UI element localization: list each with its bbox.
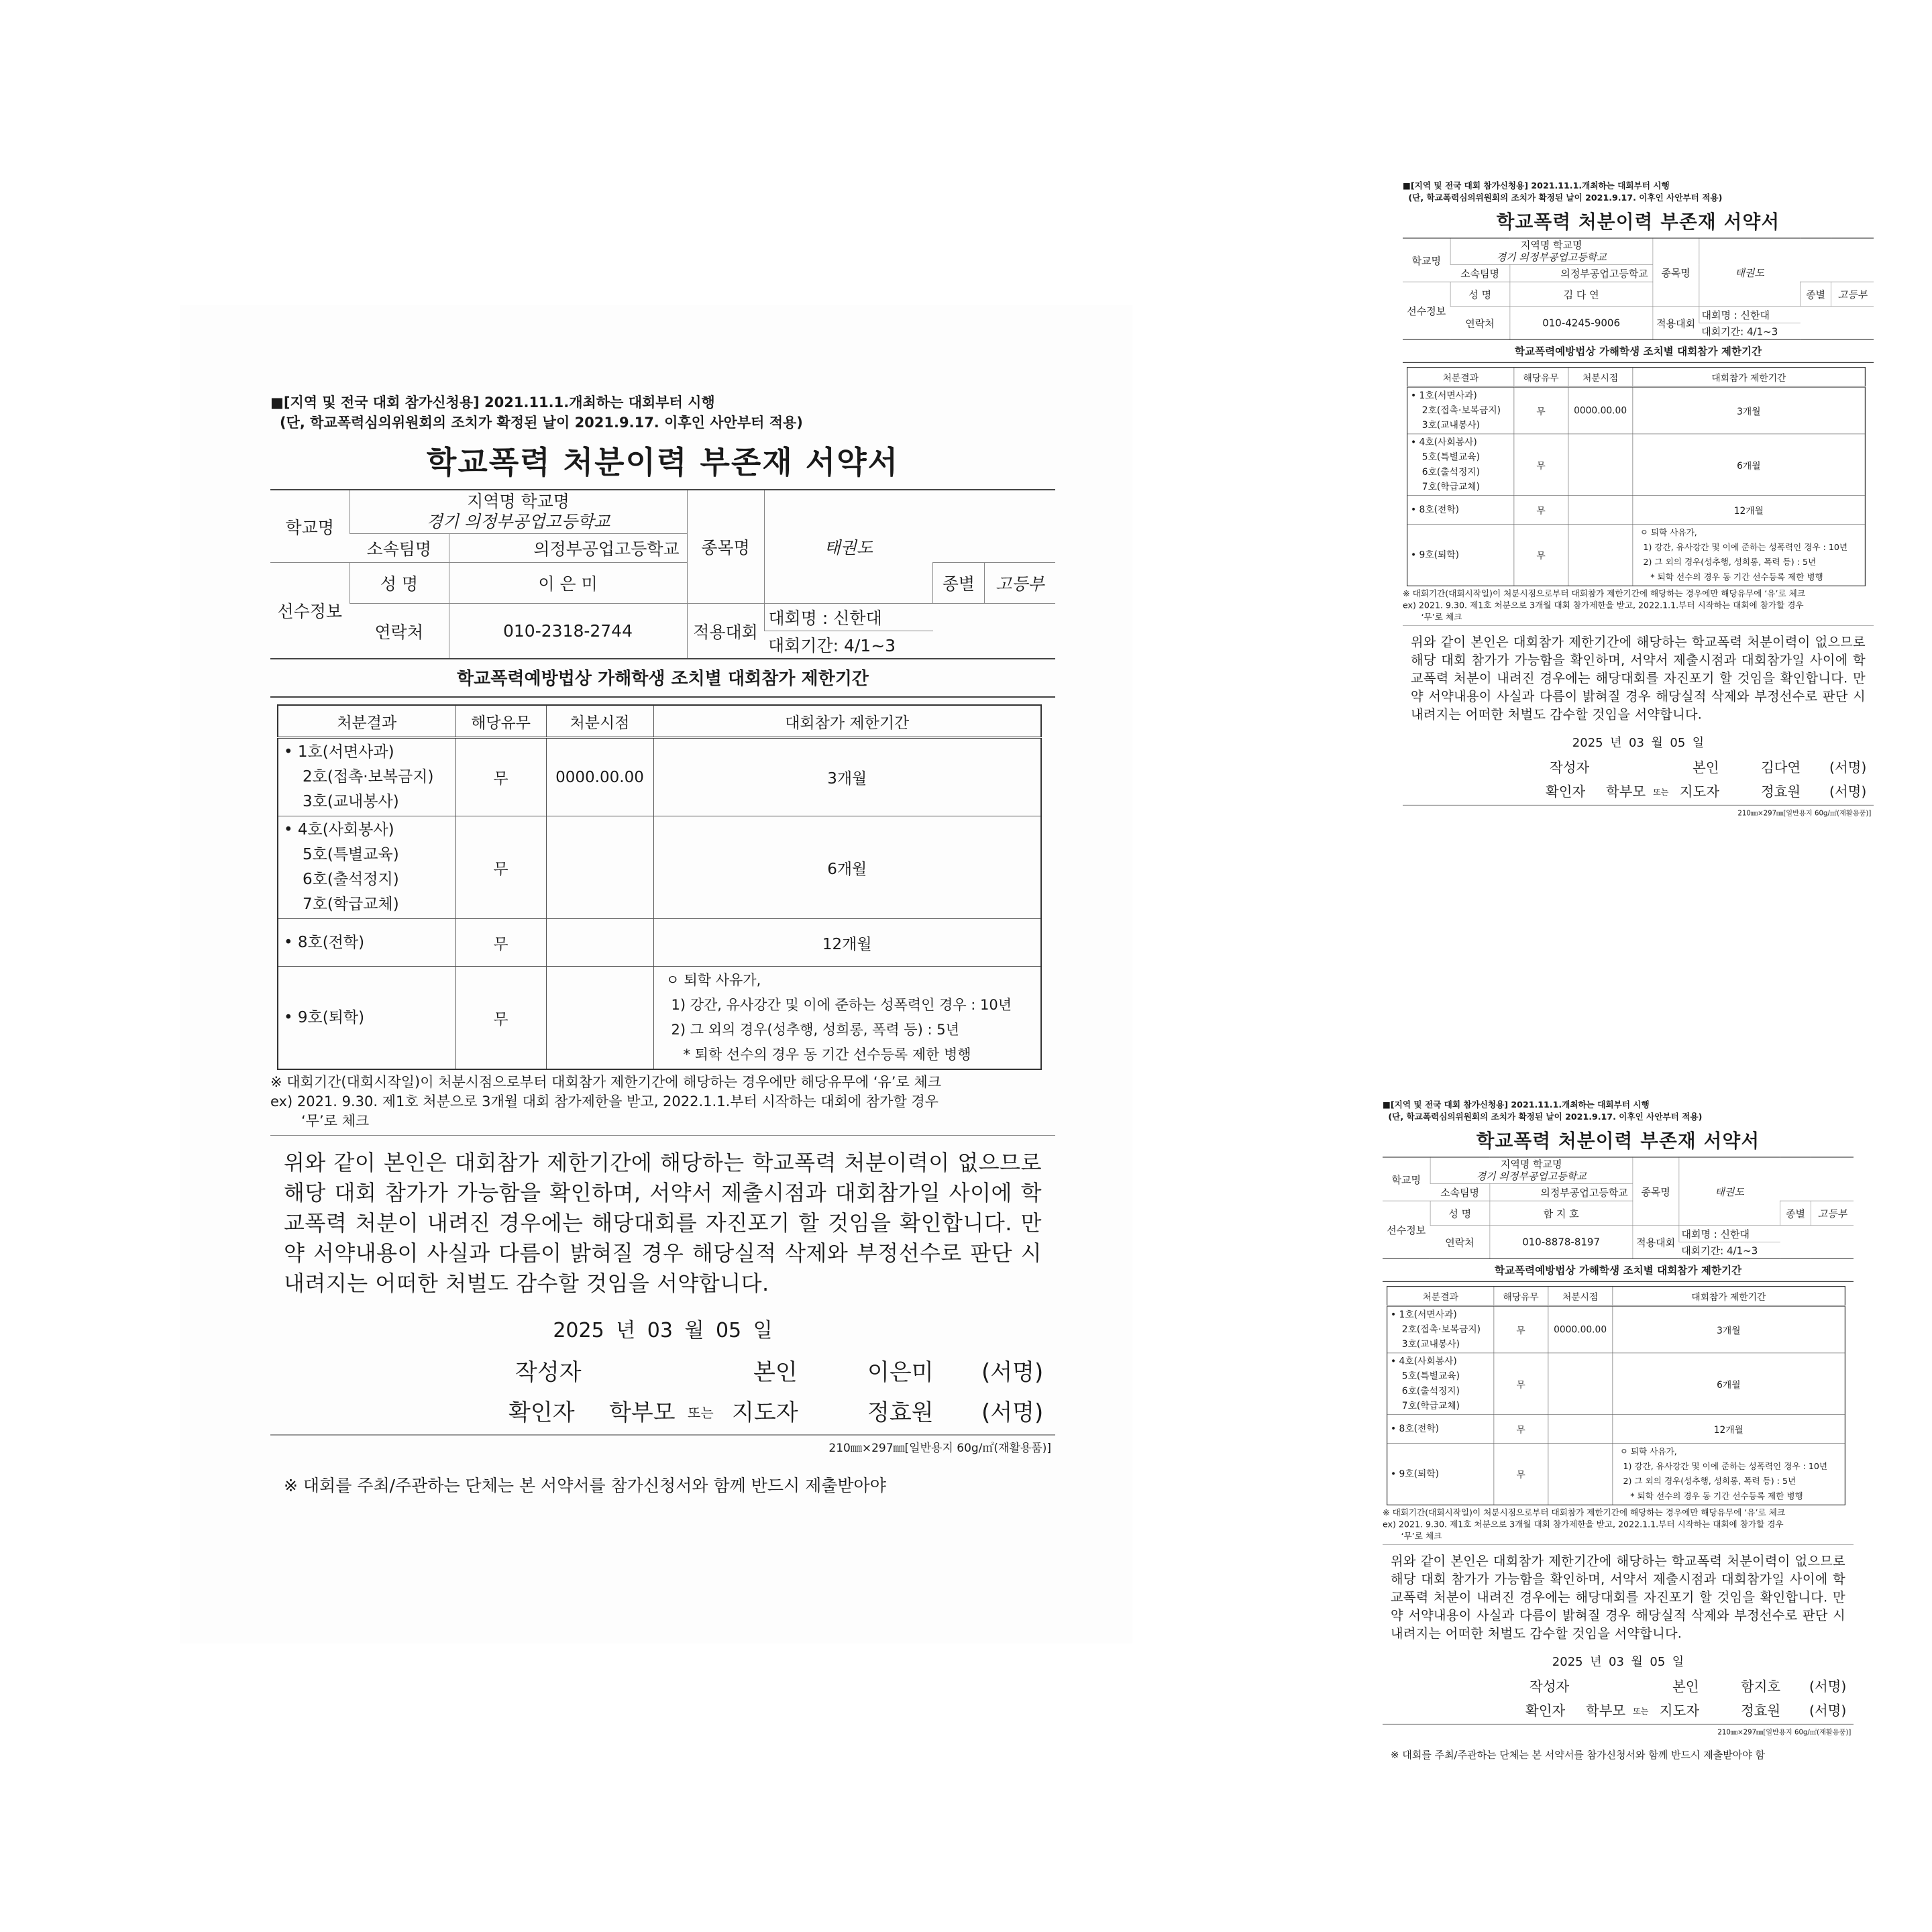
note bbox=[1403, 588, 1874, 625]
note bbox=[1383, 1507, 1854, 1544]
parent-label: 학부모 bbox=[1606, 784, 1646, 800]
coach-label: 지도자 bbox=[732, 1399, 798, 1426]
paper-spec: 210㎜×297㎜[일반용지 60g/㎡(재활용품)] bbox=[1403, 805, 1874, 818]
period-line: 1) 강간, 유사강간 및 이에 준하는 성폭력인 경우 : 10년 bbox=[1623, 1461, 1828, 1471]
period-cell: 12개월 bbox=[1633, 496, 1866, 525]
form-title: 학교폭력 처분이력 부존재 서약서 bbox=[1476, 1130, 1760, 1152]
disposition-line: • 9호(퇴학) bbox=[1387, 1443, 1494, 1505]
info-table bbox=[270, 489, 1055, 659]
period-line: 2) 그 외의 경우(성추행, 성희롱, 폭력 등) : 5년 bbox=[1643, 557, 1817, 568]
disposition-line: 3호(교내봉사) bbox=[1401, 1339, 1460, 1350]
coach-name: 정효원 bbox=[1741, 1703, 1781, 1719]
disposition-line: • 1호(서면사과) bbox=[284, 743, 394, 761]
division-label: 종별 bbox=[933, 563, 984, 604]
disposition-line: 3호(교내봉사) bbox=[303, 793, 399, 810]
disposition-line: • 8호(전학) bbox=[1407, 496, 1514, 525]
info-table bbox=[1383, 1157, 1854, 1258]
period-cell: 6개월 bbox=[1633, 434, 1866, 496]
disposition-line: 2호(접촉·보복금지) bbox=[303, 768, 434, 786]
date-cell bbox=[1548, 1443, 1613, 1505]
event-name: 태권도 bbox=[764, 490, 933, 604]
col-header-period: 대회참가 제한기간 bbox=[653, 705, 1041, 738]
disposition-line: • 8호(전학) bbox=[278, 919, 455, 967]
writer-signature-row bbox=[1403, 754, 1874, 778]
pledge-form bbox=[1403, 180, 1874, 817]
pledge-date: 2025 년 03 월 05 일 bbox=[553, 1319, 773, 1342]
contact-label: 연락처 bbox=[350, 604, 449, 659]
school-name: 경기 의정부공업고등학교 bbox=[426, 512, 610, 531]
division-value: 고등부 bbox=[1831, 282, 1874, 307]
writer-signature-row bbox=[1383, 1673, 1854, 1697]
period-line: * 퇴학 선수의 경우 동 기간 선수등록 제한 병행 bbox=[683, 1046, 971, 1063]
table-row bbox=[1407, 387, 1866, 434]
event-name: 태권도 bbox=[1679, 1157, 1780, 1226]
coach-name: 정효원 bbox=[1761, 784, 1801, 800]
form-title: 학교폭력 처분이력 부존재 서약서 bbox=[1496, 211, 1780, 233]
division-value: 고등부 bbox=[984, 563, 1055, 604]
sign-label: (서명) bbox=[981, 1359, 1044, 1386]
team-label: 소속팀명 bbox=[1430, 1183, 1490, 1201]
col-header-period: 대회참가 제한기간 bbox=[1613, 1287, 1845, 1306]
paper-spec: 210㎜×297㎜[일반용지 60g/㎡(재활용품)] bbox=[270, 1434, 1055, 1455]
confirmer-label: 확인자 bbox=[508, 1399, 575, 1426]
coach-label: 지도자 bbox=[1659, 1703, 1699, 1719]
period-line: * 퇴학 선수의 경우 동 기간 선수등록 제한 병행 bbox=[1630, 1491, 1803, 1501]
date-cell bbox=[546, 967, 653, 1070]
period-line: ㅇ 퇴학 사유가, bbox=[1640, 527, 1697, 537]
disposition-line: 3호(교내봉사) bbox=[1421, 420, 1481, 431]
period-line: * 퇴학 선수의 경우 동 기간 선수등록 제한 병행 bbox=[1650, 572, 1823, 582]
restriction-subtitle: 학교폭력예방법상 가해학생 조치별 대회참가 제한기간 bbox=[1403, 343, 1874, 363]
date-cell bbox=[1568, 524, 1633, 586]
footer-note: ※ 대회를 주최/주관하는 단체는 본 서약서를 참가신청서와 함께 반드시 제출받아야 bbox=[284, 1476, 886, 1495]
contact-label: 연락처 bbox=[1450, 307, 1510, 340]
note bbox=[270, 1073, 1055, 1136]
period-line: 2) 그 외의 경우(성추행, 성희롱, 폭력 등) : 5년 bbox=[671, 1022, 959, 1038]
form-header-line2: (단, 학교폭력심의위원회의 조치가 확정된 날이 2021.9.17. 이후인 사안부터 적용) bbox=[1388, 1112, 1703, 1122]
applicable-cell: 무 bbox=[1494, 1415, 1548, 1444]
col-header-result: 처분결과 bbox=[1387, 1287, 1494, 1306]
competition-name: 대회명 : 신한대 bbox=[764, 604, 933, 631]
table-row bbox=[1387, 1306, 1845, 1353]
document-main bbox=[180, 305, 1132, 1644]
pledge-form bbox=[1383, 1099, 1854, 1762]
name-label: 성 명 bbox=[350, 563, 449, 604]
form-header-line2: (단, 학교폭력심의위원회의 조치가 확정된 날이 2021.9.17. 이후인 사안부터 적용) bbox=[280, 415, 803, 431]
disposition-line: 7호(학급교체) bbox=[1421, 482, 1481, 492]
applicable-cell: 무 bbox=[1514, 434, 1568, 496]
pledge-form bbox=[270, 392, 1055, 1497]
confirmer-signature-row bbox=[1383, 1697, 1854, 1721]
school-label: 학교명 bbox=[1383, 1157, 1430, 1201]
footer-note: ※ 대회를 주최/주관하는 단체는 본 서약서를 참가신청서와 함께 반드시 제출받아야 함 bbox=[1391, 1749, 1765, 1761]
player-name: 이 은 미 bbox=[449, 563, 687, 604]
paper-spec: 210㎜×297㎜[일반용지 60g/㎡(재활용품)] bbox=[1383, 1724, 1854, 1737]
period-cell: 6개월 bbox=[653, 816, 1041, 919]
note-line: ex) 2021. 9.30. 제1호 처분으로 3개월 대회 참가제한을 받고, 2022.1.1.부터 시작하는 대회에 참가할 경우 bbox=[1383, 1519, 1784, 1529]
table-row bbox=[1407, 496, 1866, 525]
confirmer-label: 확인자 bbox=[1546, 784, 1586, 800]
writer-name: 이은미 bbox=[867, 1359, 934, 1386]
disposition-line: • 9호(퇴학) bbox=[1407, 524, 1514, 586]
competition-name: 대회명 : 신한대 bbox=[1679, 1226, 1780, 1242]
period-line: ㅇ 퇴학 사유가, bbox=[665, 972, 761, 988]
restriction-table bbox=[277, 704, 1042, 1070]
date-cell: 0000.00.00 bbox=[1568, 387, 1633, 434]
date-cell bbox=[546, 816, 653, 919]
date-cell bbox=[1548, 1415, 1613, 1444]
pledge-date: 2025 년 03 월 05 일 bbox=[1552, 1654, 1684, 1669]
applicable-cell: 무 bbox=[1494, 1306, 1548, 1353]
team-name: 의정부공업고등학교 bbox=[1510, 264, 1699, 282]
parent-label: 학부모 bbox=[1586, 1703, 1626, 1719]
date-cell bbox=[1548, 1353, 1613, 1415]
writer-signature-row bbox=[270, 1350, 1055, 1390]
player-phone: 010-8878-8197 bbox=[1490, 1226, 1633, 1259]
col-header-applicable: 해당유무 bbox=[455, 705, 546, 738]
disposition-line: 2호(접촉·보복금지) bbox=[1421, 405, 1501, 416]
period-line: 2) 그 외의 경우(성추행, 성희롱, 폭력 등) : 5년 bbox=[1623, 1476, 1796, 1487]
disposition-line: 7호(학급교체) bbox=[1401, 1401, 1460, 1411]
period-cell: 6개월 bbox=[1613, 1353, 1845, 1415]
col-header-result: 처분결과 bbox=[1407, 368, 1514, 387]
contact-label: 연락처 bbox=[1430, 1226, 1490, 1259]
document-thumbnail-bottom bbox=[1328, 1046, 1900, 1847]
date-cell bbox=[1568, 434, 1633, 496]
competition-period: 대회기간: 4/1~3 bbox=[1679, 1242, 1780, 1258]
sign-label: (서명) bbox=[1809, 1703, 1847, 1719]
team-label: 소속팀명 bbox=[1450, 264, 1510, 282]
name-label: 성 명 bbox=[1430, 1201, 1490, 1226]
self-label: 본인 bbox=[753, 1359, 798, 1386]
event-label: 종목명 bbox=[1633, 1157, 1679, 1226]
applicable-cell: 무 bbox=[1494, 1443, 1548, 1505]
applicable-cell: 무 bbox=[1514, 387, 1568, 434]
player-name: 김 다 연 bbox=[1510, 282, 1653, 307]
period-cell: 3개월 bbox=[653, 738, 1041, 816]
school-region-label: 지역명 학교명 bbox=[1500, 1158, 1562, 1171]
division-label: 종별 bbox=[1801, 282, 1831, 307]
confirmer-label: 확인자 bbox=[1525, 1703, 1566, 1719]
division-label: 종별 bbox=[1780, 1201, 1811, 1226]
form-header-line1: ■[지역 및 전국 대회 참가신청용] 2021.11.1.개최하는 대회부터 시행 bbox=[270, 394, 715, 411]
restriction-subtitle: 학교폭력예방법상 가해학생 조치별 대회참가 제한기간 bbox=[270, 665, 1055, 698]
disposition-line: 5호(특별교육) bbox=[1421, 451, 1481, 463]
pledge-text: 위와 같이 본인은 대회참가 제한기간에 해당하는 학교폭력 처분이력이 없으므로 해당 대회 참가가 가능함을 확인하며, 서약서 제출시점과 대회참가일 사이에 학교폭력 처분이 내려진 경우에는 해당대회를 자진포기 할 것임을 확인합니다. 만약 서약내용이 사실과 다름이 밝혀질 경우 해당실적 삭제와 부정선수로 판단 시 내려지는 어떠한 처벌도 감수할 것임을 서약합니다. bbox=[1411, 634, 1866, 722]
disposition-line: 5호(특별교육) bbox=[303, 846, 399, 863]
table-row bbox=[1387, 1353, 1845, 1415]
disposition-line: 6호(출석정지) bbox=[1421, 466, 1481, 478]
disposition-line: 6호(출석정지) bbox=[303, 871, 399, 888]
school-label: 학교명 bbox=[1403, 238, 1450, 282]
table-row bbox=[278, 738, 1041, 816]
player-info-label: 선수정보 bbox=[1383, 1201, 1430, 1258]
note-line: ‘무’로 체크 bbox=[301, 1113, 370, 1129]
col-header-date: 처분시점 bbox=[1548, 1287, 1613, 1306]
info-table bbox=[1403, 237, 1874, 339]
writer-name: 함지호 bbox=[1741, 1678, 1781, 1695]
confirmer-signature-row bbox=[1403, 778, 1874, 802]
player-phone: 010-4245-9006 bbox=[1510, 307, 1653, 340]
form-header-line1: ■[지역 및 전국 대회 참가신청용] 2021.11.1.개최하는 대회부터 시행 bbox=[1383, 1099, 1650, 1110]
form-title: 학교폭력 처분이력 부존재 서약서 bbox=[426, 444, 900, 480]
table-row bbox=[278, 816, 1041, 919]
pledge-date: 2025 년 03 월 05 일 bbox=[1572, 735, 1705, 750]
col-header-date: 처분시점 bbox=[546, 705, 653, 738]
school-name: 경기 의정부공업고등학교 bbox=[1476, 1170, 1587, 1183]
applicable-cell: 무 bbox=[455, 738, 546, 816]
disposition-line: • 8호(전학) bbox=[1387, 1415, 1494, 1444]
or-label: 또는 bbox=[1633, 1706, 1649, 1716]
or-label: 또는 bbox=[1653, 787, 1669, 797]
writer-label: 작성자 bbox=[515, 1359, 582, 1386]
note-line: ex) 2021. 9.30. 제1호 처분으로 3개월 대회 참가제한을 받고, 2022.1.1.부터 시작하는 대회에 참가할 경우 bbox=[1403, 600, 1804, 610]
team-name: 의정부공업고등학교 bbox=[1490, 1183, 1679, 1201]
player-info-label: 선수정보 bbox=[270, 563, 350, 659]
disposition-line: 7호(학급교체) bbox=[303, 896, 399, 913]
table-row bbox=[278, 967, 1041, 1070]
period-line: 1) 강간, 유사강간 및 이에 준하는 성폭력인 경우 : 10년 bbox=[1643, 542, 1848, 552]
date-cell: 0000.00.00 bbox=[1548, 1306, 1613, 1353]
or-label: 또는 bbox=[688, 1405, 714, 1421]
team-name: 의정부공업고등학교 bbox=[449, 534, 764, 563]
writer-name: 김다연 bbox=[1761, 759, 1801, 776]
applicable-cell: 무 bbox=[455, 967, 546, 1070]
note-line: ※ 대회기간(대회시작일)이 처분시점으로부터 대회참가 제한기간에 해당하는 경우에만 해당유무에 ‘유’로 체크 bbox=[1383, 1507, 1785, 1517]
player-phone: 010-2318-2744 bbox=[449, 604, 687, 659]
col-header-applicable: 해당유무 bbox=[1494, 1287, 1548, 1306]
table-row bbox=[1407, 524, 1866, 586]
col-header-applicable: 해당유무 bbox=[1514, 368, 1568, 387]
restriction-table bbox=[1387, 1286, 1845, 1505]
competition-period: 대회기간: 4/1~3 bbox=[764, 631, 933, 659]
table-row bbox=[278, 919, 1041, 967]
table-row bbox=[1407, 434, 1866, 496]
applicable-cell: 무 bbox=[1514, 524, 1568, 586]
restriction-table bbox=[1407, 367, 1866, 586]
event-name: 태권도 bbox=[1699, 238, 1801, 307]
division-value: 고등부 bbox=[1811, 1201, 1854, 1226]
col-header-result: 처분결과 bbox=[278, 705, 455, 738]
period-line: 1) 강간, 유사강간 및 이에 준하는 성폭력인 경우 : 10년 bbox=[671, 997, 1012, 1013]
coach-label: 지도자 bbox=[1679, 784, 1719, 800]
sign-label: (서명) bbox=[1829, 784, 1867, 800]
date-cell bbox=[546, 919, 653, 967]
parent-label: 학부모 bbox=[609, 1399, 676, 1426]
school-name: 경기 의정부공업고등학교 bbox=[1496, 251, 1607, 264]
date-cell: 0000.00.00 bbox=[546, 738, 653, 816]
competition-label: 적용대회 bbox=[687, 604, 764, 659]
note-line: ※ 대회기간(대회시작일)이 처분시점으로부터 대회참가 제한기간에 해당하는 경우에만 해당유무에 ‘유’로 체크 bbox=[270, 1074, 941, 1090]
applicable-cell: 무 bbox=[455, 816, 546, 919]
sign-label: (서명) bbox=[981, 1399, 1044, 1426]
col-header-date: 처분시점 bbox=[1568, 368, 1633, 387]
period-cell: 12개월 bbox=[653, 919, 1041, 967]
period-line: ㅇ 퇴학 사유가, bbox=[1619, 1446, 1677, 1456]
disposition-line: • 4호(사회봉사) bbox=[284, 821, 394, 839]
period-cell: 12개월 bbox=[1613, 1415, 1845, 1444]
disposition-line: • 1호(서면사과) bbox=[1391, 1309, 1457, 1320]
table-row bbox=[1387, 1415, 1845, 1444]
note-line: ‘무’로 체크 bbox=[1401, 1531, 1442, 1541]
col-header-period: 대회참가 제한기간 bbox=[1633, 368, 1866, 387]
player-info-label: 선수정보 bbox=[1403, 282, 1450, 339]
note-line: ※ 대회기간(대회시작일)이 처분시점으로부터 대회참가 제한기간에 해당하는 경우에만 해당유무에 ‘유’로 체크 bbox=[1403, 588, 1805, 598]
period-cell: 3개월 bbox=[1633, 387, 1866, 434]
self-label: 본인 bbox=[1672, 1678, 1699, 1695]
table-row bbox=[1387, 1443, 1845, 1505]
applicable-cell: 무 bbox=[1494, 1353, 1548, 1415]
competition-label: 적용대회 bbox=[1633, 1226, 1679, 1259]
coach-name: 정효원 bbox=[867, 1399, 934, 1426]
school-region-label: 지역명 학교명 bbox=[1520, 239, 1582, 252]
document-thumbnail-top bbox=[1348, 127, 1920, 852]
event-label: 종목명 bbox=[1653, 238, 1699, 307]
event-label: 종목명 bbox=[687, 490, 764, 604]
form-header-line1: ■[지역 및 전국 대회 참가신청용] 2021.11.1.개최하는 대회부터 시행 bbox=[1403, 180, 1670, 191]
form-header-line2: (단, 학교폭력심의위원회의 조치가 확정된 날이 2021.9.17. 이후인 사안부터 적용) bbox=[1408, 193, 1723, 203]
pledge-text: 위와 같이 본인은 대회참가 제한기간에 해당하는 학교폭력 처분이력이 없으므로 해당 대회 참가가 가능함을 확인하며, 서약서 제출시점과 대회참가일 사이에 학교폭력 처분이 내려진 경우에는 해당대회를 자진포기 할 것임을 확인합니다. 만약 서약내용이 사실과 다름이 밝혀질 경우 해당실적 삭제와 부정선수로 판단 시 내려지는 어떠한 처벌도 감수할 것임을 서약합니다. bbox=[1391, 1553, 1845, 1642]
writer-label: 작성자 bbox=[1529, 1678, 1570, 1695]
disposition-line: 5호(특별교육) bbox=[1401, 1371, 1460, 1382]
disposition-line: • 1호(서면사과) bbox=[1411, 390, 1477, 401]
competition-label: 적용대회 bbox=[1653, 307, 1699, 340]
competition-period: 대회기간: 4/1~3 bbox=[1699, 323, 1801, 339]
self-label: 본인 bbox=[1693, 759, 1719, 776]
pledge-text: 위와 같이 본인은 대회참가 제한기간에 해당하는 학교폭력 처분이력이 없으므로 해당 대회 참가가 가능함을 확인하며, 서약서 제출시점과 대회참가일 사이에 학교폭력 처분이 내려진 경우에는 해당대회를 자진포기 할 것임을 확인합니다. 만약 서약내용이 사실과 다름이 밝혀질 경우 해당실적 삭제와 부정선수로 판단 시 내려지는 어떠한 처벌도 감수할 것임을 서약합니다. bbox=[284, 1150, 1042, 1296]
disposition-line: • 4호(사회봉사) bbox=[1391, 1356, 1457, 1366]
disposition-line: • 9호(퇴학) bbox=[278, 967, 455, 1070]
date-cell bbox=[1568, 496, 1633, 525]
applicable-cell: 무 bbox=[1514, 496, 1568, 525]
writer-label: 작성자 bbox=[1550, 759, 1590, 776]
name-label: 성 명 bbox=[1450, 282, 1510, 307]
disposition-line: 6호(출석정지) bbox=[1401, 1385, 1460, 1397]
period-cell: 3개월 bbox=[1613, 1306, 1845, 1353]
school-label: 학교명 bbox=[270, 490, 350, 563]
player-name: 함 지 호 bbox=[1490, 1201, 1633, 1226]
note-line: ex) 2021. 9.30. 제1호 처분으로 3개월 대회 참가제한을 받고, 2022.1.1.부터 시작하는 대회에 참가할 경우 bbox=[270, 1093, 938, 1110]
confirmer-signature-row bbox=[270, 1390, 1055, 1430]
note-line: ‘무’로 체크 bbox=[1421, 612, 1462, 622]
competition-name: 대회명 : 신한대 bbox=[1699, 307, 1801, 323]
applicable-cell: 무 bbox=[455, 919, 546, 967]
sign-label: (서명) bbox=[1829, 759, 1867, 776]
sign-label: (서명) bbox=[1809, 1678, 1847, 1695]
school-region-label: 지역명 학교명 bbox=[467, 492, 570, 511]
restriction-subtitle: 학교폭력예방법상 가해학생 조치별 대회참가 제한기간 bbox=[1383, 1263, 1854, 1282]
disposition-line: • 4호(사회봉사) bbox=[1411, 437, 1477, 447]
disposition-line: 2호(접촉·보복금지) bbox=[1401, 1324, 1481, 1335]
team-label: 소속팀명 bbox=[350, 534, 449, 563]
